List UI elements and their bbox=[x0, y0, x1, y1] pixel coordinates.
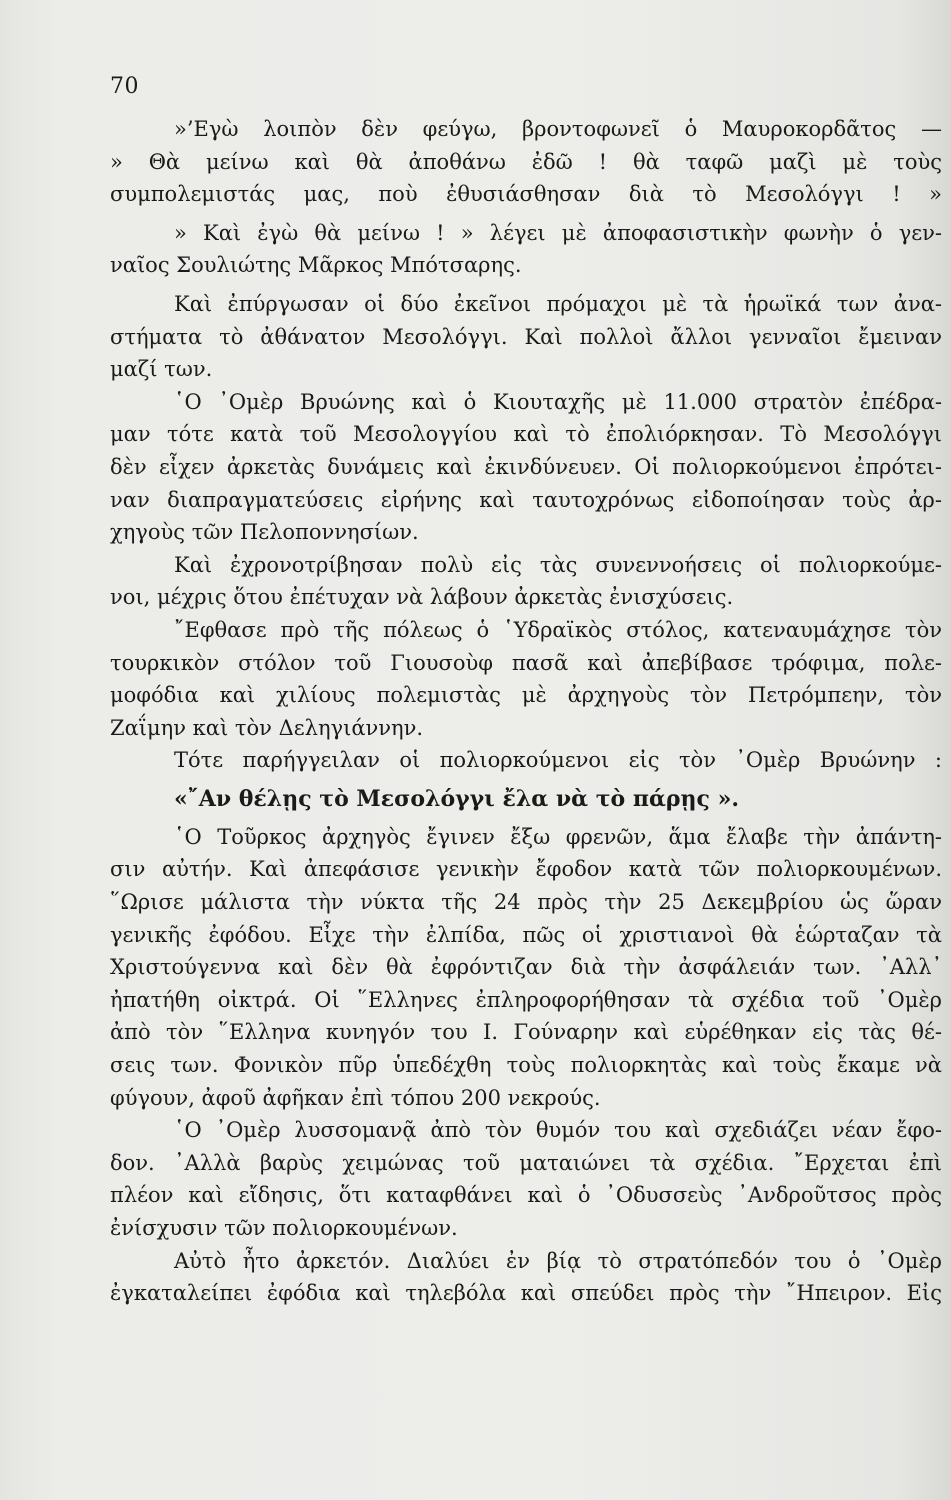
text-line: σιν αὐτήν. Καὶ ἀπεφάσισε γενικὴν ἔφοδον κατὰ τῶν πολιορκουμένων. bbox=[110, 857, 942, 882]
text-line: δον. ᾿Αλλὰ βαρὺς χειμώνας τοῦ ματαιώνει τὰ σχέδια. ῎Ερχεται ἐπὶ bbox=[110, 1150, 942, 1175]
text-line: ναῖος Σουλιώτης Μᾶρκος Μπότσαρης. bbox=[110, 253, 522, 278]
text-line: ῾Ο Τοῦρκος ἀρχηγὸς ἔγινεν ἔξω φρενῶν, ἅμα ἔλαβε τὴν ἀπάντη- bbox=[174, 824, 942, 849]
text-line: » Καὶ ἐγὼ θὰ μείνω ! » λέγει μὲ ἀποφασιστικὴν φωνὴν ὁ γεν- bbox=[174, 220, 942, 245]
text-line: ἠπατήθη οἰκτρά. Οἱ ῞Ελληνες ἐπληροφορήθησαν τὰ σχέδια τοῦ ᾿Ομὲρ bbox=[110, 987, 942, 1012]
text-line: πλέον καὶ εἴδησις, ὅτι καταφθάνει καὶ ὁ ᾿Οδυσσεὺς ᾿Ανδροῦτσος πρὸς bbox=[110, 1183, 942, 1208]
text-line: ναν διαπραγματεύσεις εἰρήνης καὶ ταυτοχρόνως εἰδοποίησαν τοὺς ἀρ- bbox=[110, 487, 942, 512]
text-line: Τότε παρήγγειλαν οἱ πολιορκούμενοι εἰς τὸν ᾿Ομὲρ Βρυώνην : bbox=[174, 748, 942, 773]
text-line: Χριστούγεννα καὶ δὲν θὰ ἐφρόντιζαν διὰ τὴν ἀσφάλειάν των. ᾿Αλλ᾿ bbox=[110, 955, 942, 980]
text-line: ῾Ο ᾿Ομὲρ Βρυώνης καὶ ὁ Κιουταχῆς μὲ 11.000 στρατὸν ἐπέδρα- bbox=[174, 389, 942, 414]
text-line: ῾Ο ᾿Ομὲρ λυσσομανᾷ ἀπὸ τὸν θυμόν του καὶ σχεδιάζει νέαν ἔφο- bbox=[174, 1118, 942, 1143]
text-line: ἀπὸ τὸν ῞Ελληνα κυνηγόν του Ι. Γούναρην καὶ εὑρέθηκαν εἰς τὰς θέ- bbox=[110, 1020, 942, 1045]
text-line: ἐγκαταλείπει ἐφόδια καὶ τηλεβόλα καὶ σπεύδει πρὸς τὴν ῎Ηπειρον. Εἰς bbox=[110, 1281, 942, 1306]
text-line: » Θὰ μείνω καὶ θὰ ἀποθάνω ἐδῶ ! θὰ ταφῶ μαζὶ μὲ τοὺς bbox=[110, 149, 942, 174]
text-line: μοφόδια καὶ χιλίους πολεμιστὰς μὲ ἀρχηγοὺς τὸν Πετρόμπεην, τὸν bbox=[110, 683, 942, 708]
quoted-reply: «῎Αν θέλῃς τὸ Μεσολόγγι ἔλα νὰ τὸ πάρῃς ». bbox=[174, 785, 739, 812]
text-line: σεις των. Φονικὸν πῦρ ὑπεδέχθη τοὺς πολιορκητὰς καὶ τοὺς ἔκαμε νὰ bbox=[110, 1053, 942, 1078]
text-line: Καὶ ἐπύργωσαν οἱ δύο ἐκεῖνοι πρόμαχοι μὲ τὰ ἡρωϊκά των ἀνα- bbox=[174, 291, 942, 316]
text-line: Ζαΐμην καὶ τὸν Δεληγιάννην. bbox=[110, 715, 424, 740]
text-line: ῎Εφθασε πρὸ τῆς πόλεως ὁ ῾Υδραϊκὸς στόλος, κατεναυμάχησε τὸν bbox=[174, 617, 942, 642]
text-line: συμπολεμιστάς μας, ποὺ ἐθυσιάσθησαν διὰ τὸ Μεσολόγγι ! » bbox=[110, 182, 942, 207]
text-line: χηγοὺς τῶν Πελοποννησίων. bbox=[110, 520, 419, 545]
body-text bbox=[110, 113, 942, 1310]
text-line: γενικῆς ἐφόδου. Εἶχε τὴν ἐλπίδα, πῶς οἱ χριστιανοὶ θὰ ἑώρταζαν τὰ bbox=[110, 922, 942, 947]
text-line: ῞Ωρισε μάλιστα τὴν νύκτα τῆς 24 πρὸς τὴν 25 Δεκεμβρίου ὡς ὥραν bbox=[110, 890, 942, 915]
text-line: Καὶ ἐχρονοτρίβησαν πολὺ εἰς τὰς συνεννοήσεις οἱ πολιορκούμε- bbox=[174, 552, 942, 577]
text-line: στήματα τὸ ἀθάνατον Μεσολόγγι. Καὶ πολλοὶ ἄλλοι γενναῖοι ἔμειναν bbox=[110, 324, 942, 349]
text-line: δὲν εἶχεν ἀρκετὰς δυνάμεις καὶ ἐκινδύνευεν. Οἱ πολιορκούμενοι ἐπρότει- bbox=[110, 454, 942, 479]
text-line: »’Εγὼ λοιπὸν δὲν φεύγω, βροντοφωνεῖ ὁ Μαυροκορδᾶτος — bbox=[174, 117, 942, 141]
text-line: τουρκικὸν στόλον τοῦ Γιουσοὺφ πασᾶ καὶ ἀπεβίβασε τρόφιμα, πολε- bbox=[110, 650, 942, 675]
text-line: φύγουν, ἀφοῦ ἀφῆκαν ἐπὶ τόπου 200 νεκρούς. bbox=[110, 1085, 601, 1110]
text-line: Αὐτὸ ἦτο ἀρκετόν. Διαλύει ἐν βίᾳ τὸ στρατόπεδόν του ὁ ᾿Ομὲρ bbox=[174, 1248, 942, 1273]
text-line: μαζί των. bbox=[110, 357, 213, 382]
text-line: ἐνίσχυσιν τῶν πολιορκουμένων. bbox=[110, 1216, 458, 1240]
text-line: νοι, μέχρις ὅτου ἐπέτυχαν νὰ λάβουν ἀρκετὰς ἐνισχύσεις. bbox=[110, 585, 734, 610]
page-number: 70 bbox=[110, 74, 139, 99]
text-line: μαν τότε κατὰ τοῦ Μεσολογγίου καὶ τὸ ἐπολιόρκησαν. Τὸ Μεσολόγγι bbox=[110, 422, 942, 447]
